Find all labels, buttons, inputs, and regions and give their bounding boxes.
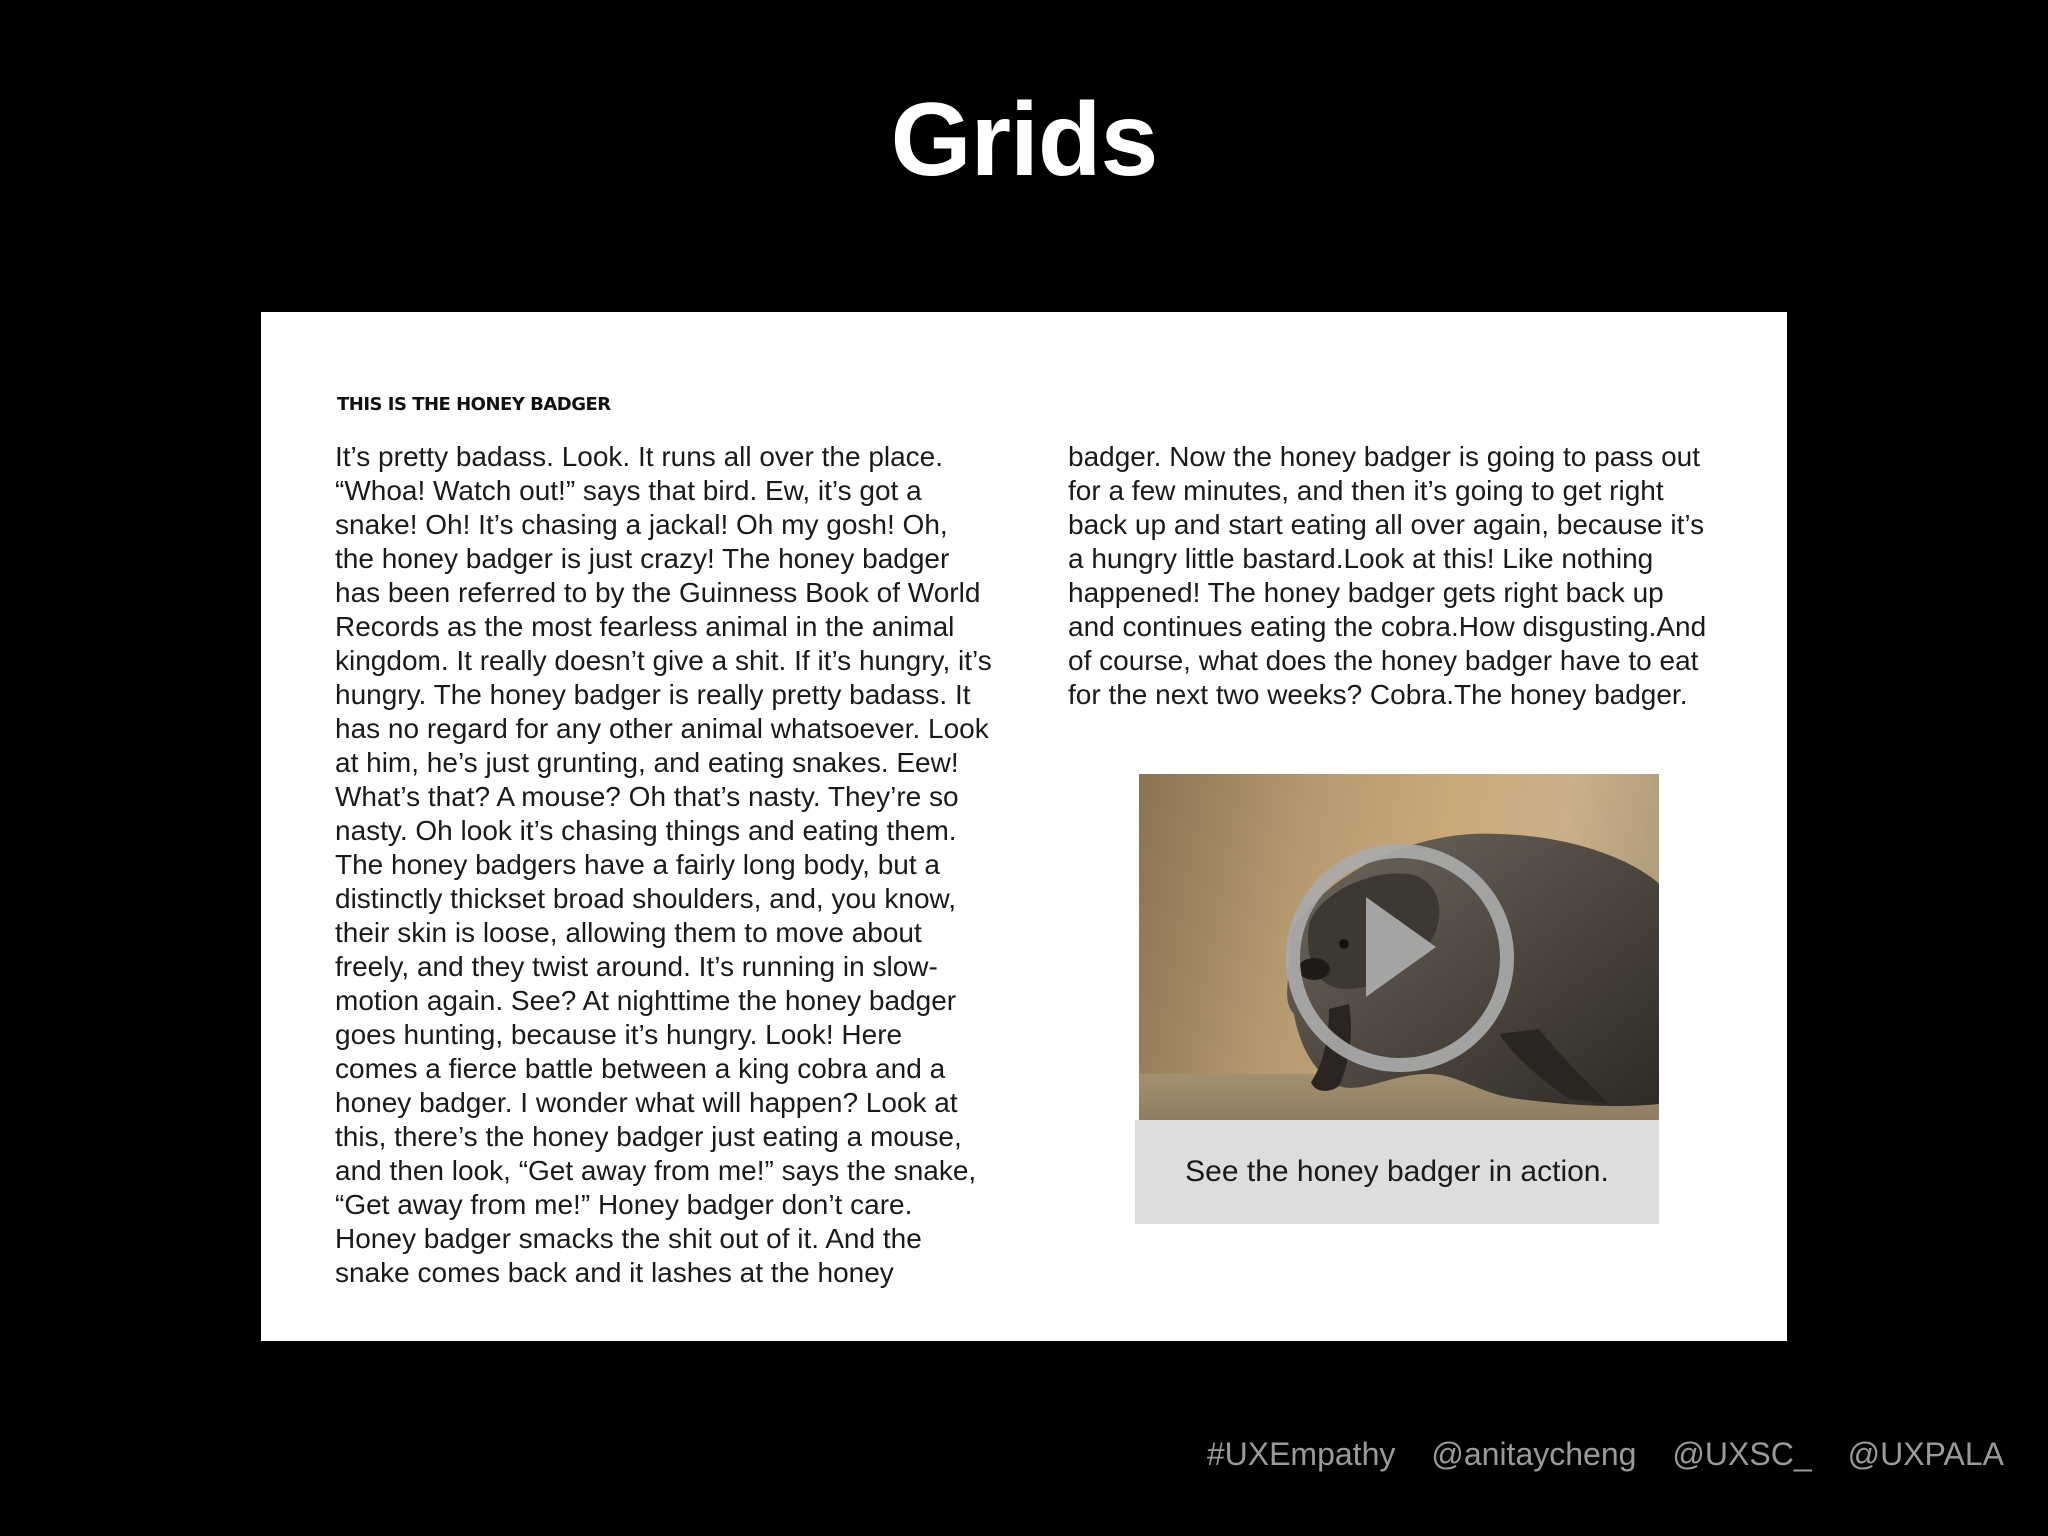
text-line: has no regard for any other animal whatsoever. Look — [335, 713, 989, 744]
text-line: happened! The honey badger gets right back up — [1068, 577, 1664, 608]
text-line: of course, what does the honey badger have to eat — [1068, 645, 1699, 676]
text-line: snake! Oh! It’s chasing a jackal! Oh my gosh! Oh, — [335, 509, 948, 540]
text-line: Honey badger smacks the shit out of it. And the — [335, 1223, 922, 1254]
text-line: has been referred to by the Guinness Book of World — [335, 577, 981, 608]
footer-tags — [1207, 1430, 2004, 1478]
article-page — [261, 312, 1787, 1341]
text-line: back up and start eating all over again, because it’s — [1068, 509, 1705, 540]
text-line: for the next two weeks? Cobra.The honey badger. — [1068, 679, 1688, 710]
text-line: Records as the most fearless animal in the animal — [335, 611, 955, 642]
text-line: What’s that? A mouse? Oh that’s nasty. They’re so — [335, 781, 959, 812]
text-line: The honey badgers have a fairly long body, but a — [335, 849, 940, 880]
slide-title: Grids — [890, 82, 1158, 198]
text-line: “Get away from me!” Honey badger don’t care. — [335, 1189, 913, 1220]
text-line: for a few minutes, and then it’s going to get right — [1068, 475, 1664, 506]
text-line: nasty. Oh look it’s chasing things and eating them. — [335, 815, 957, 846]
footer-tag: @anitaycheng — [1431, 1436, 1637, 1472]
text-line: hungry. The honey badger is really pretty badass. It — [335, 679, 971, 710]
text-line: kingdom. It really doesn’t give a shit. If it’s hungry, it’s — [335, 645, 992, 676]
text-line: goes hunting, because it’s hungry. Look! Here — [335, 1019, 903, 1050]
text-line: motion again. See? At nighttime the honey badger — [335, 985, 957, 1016]
footer-tag: @UXSC_ — [1672, 1436, 1812, 1472]
text-line: freely, and they twist around. It’s running in slow- — [335, 951, 938, 982]
left-text-column — [335, 440, 1011, 1290]
play-icon — [1366, 897, 1436, 997]
video-card[interactable] — [1135, 774, 1659, 1224]
footer-tag: #UXEmpathy — [1206, 1436, 1396, 1472]
text-line: at him, he’s just grunting, and eating snakes. Eew! — [335, 747, 959, 778]
text-line: their skin is loose, allowing them to move about — [335, 917, 922, 948]
right-text-column — [1068, 440, 1744, 712]
text-line: snake comes back and it lashes at the honey — [335, 1257, 894, 1288]
footer-tag: @UXPALA — [1847, 1436, 2004, 1472]
honey-badger-video-thumbnail[interactable] — [1139, 774, 1659, 1120]
text-line: badger. Now the honey badger is going to pass out — [1068, 441, 1700, 472]
video-caption: See the honey badger in action. — [1135, 1120, 1659, 1224]
text-line: a hungry little bastard.Look at this! Like nothing — [1068, 543, 1654, 574]
text-line: distinctly thickset broad shoulders, and, you know, — [335, 883, 957, 914]
text-line: “Whoa! Watch out!” says that bird. Ew, it’s got a — [335, 475, 922, 506]
text-line: comes a fierce battle between a king cobra and a — [335, 1053, 946, 1084]
text-line: It’s pretty badass. Look. It runs all over the place. — [335, 441, 944, 472]
text-line: and then look, “Get away from me!” says the snake, — [335, 1155, 977, 1186]
text-line: this, there’s the honey badger just eating a mouse, — [335, 1121, 962, 1152]
article-kicker: THIS IS THE HONEY BADGER — [337, 394, 611, 415]
text-line: honey badger. I wonder what will happen? Look at — [335, 1087, 958, 1118]
text-line: the honey badger is just crazy! The honey badger — [335, 543, 950, 574]
text-line: and continues eating the cobra.How disgusting.And — [1068, 611, 1707, 642]
